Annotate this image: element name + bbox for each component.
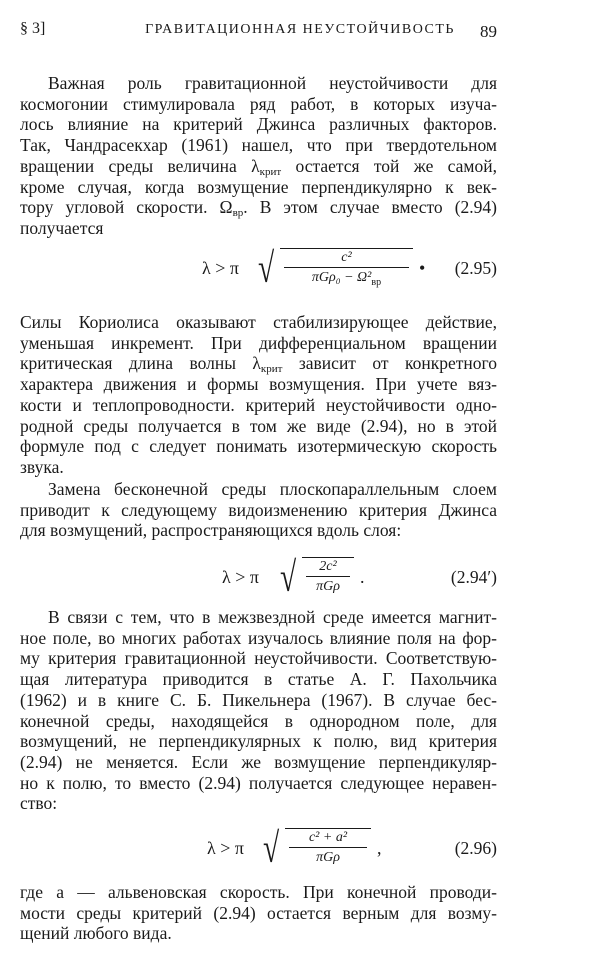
equation-number: (2.95) xyxy=(454,258,497,278)
text-line: Замена бесконечной среды плоскопараллельным слоем xyxy=(48,479,497,499)
denominator: πGρ xyxy=(316,579,340,594)
equation-punctuation: , xyxy=(377,838,382,858)
text-line: приводит к следующему видоизменению критерия Джинса xyxy=(20,499,497,520)
text-line: мости среды критерий (2.94) остается верным для возму- xyxy=(20,902,497,923)
radical-sign-icon: √ xyxy=(258,246,275,292)
text-line: конечной среды, находящейся в однородном поле, для xyxy=(20,710,497,731)
equation-number: (2.94′) xyxy=(450,567,497,587)
text-line: тору угловой скорости. $\Omega_{вр}$. В этом случае вместо (2.94) xyxy=(20,197,497,220)
equation-punctuation: . xyxy=(360,567,365,587)
equation-lhs: λ > π xyxy=(202,258,239,278)
equation-punctuation: • xyxy=(419,258,426,278)
text-line: кроме случая, когда возмущение перпендикулярно к век- xyxy=(20,176,497,197)
denominator: $\pi G\rho_0 - \Omega^2_{вр}$ xyxy=(311,270,382,288)
text-line: характера движения и формы возмущения. При учете вяз- xyxy=(20,374,497,395)
text-line: космогонии стимулировала ряд работ, в которых изуча- xyxy=(20,93,497,114)
numerator: 2c² xyxy=(306,558,350,577)
denominator: πGρ xyxy=(316,850,340,865)
text-line: но к полю, то вместо (2.94) получается следующее неравен- xyxy=(20,772,497,793)
text-line: В связи с тем, что в межзвездной среде имеется магнит- xyxy=(48,607,497,627)
text-line: получается xyxy=(20,217,104,238)
text-line: (1962) и в книге С. Б. Пикельнера (1967). В случае бес- xyxy=(20,689,497,710)
page-number: 89 xyxy=(480,22,497,41)
numerator: c² + a² xyxy=(289,829,367,848)
text-line: Важная роль гравитационной неустойчивости для xyxy=(48,73,497,93)
running-title: ГРАВИТАЦИОННАЯ НЕУСТОЙЧИВОСТЬ xyxy=(145,22,455,37)
text-line: возмущений, не перпендикулярных к полю, вид критерия xyxy=(20,731,497,752)
equation-lhs: λ > π xyxy=(207,838,244,858)
equation xyxy=(0,246,600,296)
equation-lhs: λ > π xyxy=(222,567,259,587)
text-line: щений любого вида. xyxy=(20,923,172,944)
text-line: звука. xyxy=(20,456,64,477)
fraction xyxy=(302,557,354,597)
text-line: где a — альвеновская скорость. При конечной проводи- xyxy=(20,882,497,902)
text-line: критическая длина волны $\lambda_{крит}$ зависит от конкретного xyxy=(20,353,497,376)
text-line: (2.94) не меняется. Если же возмущение перпендикуляр- xyxy=(20,751,497,772)
text-line: лось влияние на критерий Джинса различных факторов. xyxy=(20,114,497,135)
fraction xyxy=(285,828,371,868)
radical-sign-icon: √ xyxy=(280,555,297,601)
radical-sign-icon: √ xyxy=(263,826,280,872)
text-line: ство: xyxy=(20,793,58,814)
text-line: Так, Чандрасекхар (1961) нашел, что при твердотельном xyxy=(20,135,497,156)
text-line: формуле под c следует понимать изотермическую скорость xyxy=(20,436,497,457)
text-line: му критерия гравитационной неустойчивости. Соответствую- xyxy=(20,648,497,669)
text-line: вращении среды величина $\lambda_{крит}$ остается той же самой, xyxy=(20,155,497,178)
text-line: уменьшая инкремент. При дифференциальном вращении xyxy=(20,332,497,353)
text-line: для возмущений, распространяющихся вдоль слоя: xyxy=(20,520,402,541)
text-line: кости и теплопроводности. критерий неустойчивости одно- xyxy=(20,394,497,415)
equation xyxy=(0,555,600,605)
section-number: § 3] xyxy=(20,20,46,37)
numerator: c² xyxy=(284,249,409,268)
text-line: щая литература приводится в статье А. Г. Пахольчика xyxy=(20,669,497,690)
fraction xyxy=(280,248,413,293)
equation-number: (2.96) xyxy=(454,838,497,858)
equation xyxy=(0,826,600,876)
text-line: ное поле, во многих работах изучалось влияние поля на фор- xyxy=(20,627,497,648)
text-line: Силы Кориолиса оказывают стабилизирующее действие, xyxy=(20,312,497,332)
text-line: родной среды получается в том же виде (2.94), но в этой xyxy=(20,415,497,436)
